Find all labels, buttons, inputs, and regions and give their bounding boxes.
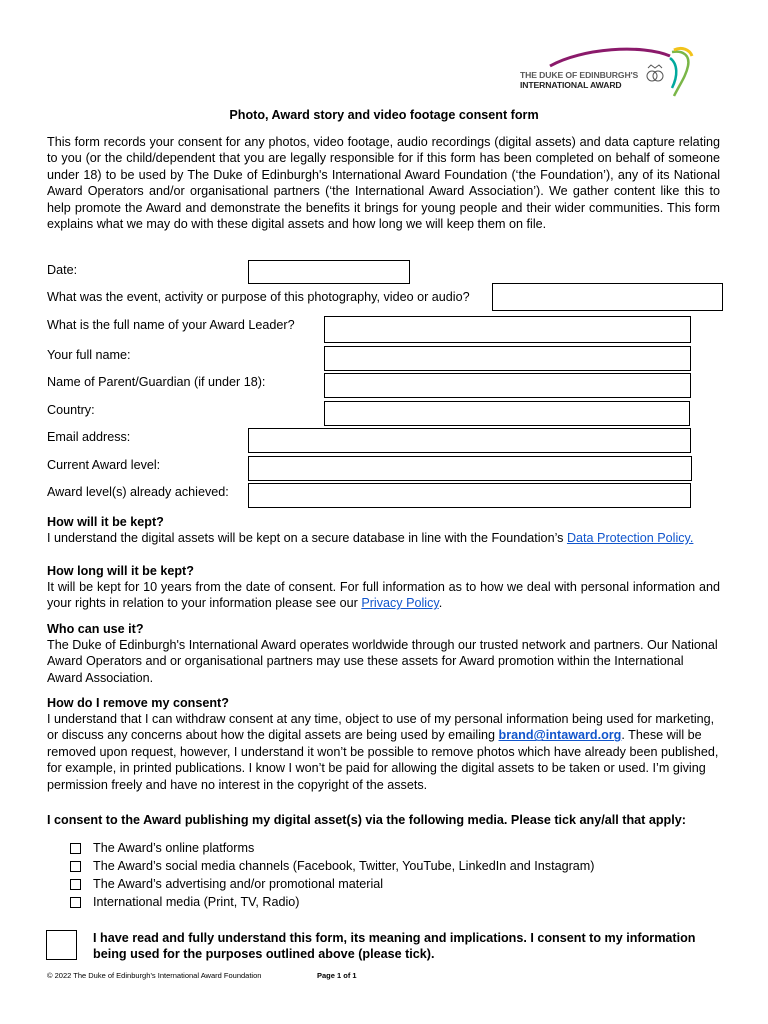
full-name-label: Your full name: [47, 348, 131, 362]
page-title: Photo, Award story and video footage consent form [229, 108, 539, 122]
remove-text-body: I understand that I can withdraw consent at any time, object to use of my personal information being used for marketing, or discuss any concerns about how the digital assets are being used by emailing [47, 712, 715, 743]
country-label: Country: [47, 403, 95, 417]
how-long-heading: How long will it be kept? [47, 564, 194, 578]
brand-email-link[interactable]: brand@intaward.org [498, 728, 622, 743]
date-label: Date: [47, 263, 78, 277]
media-option-label: The Award’s online platforms [93, 841, 255, 855]
achieved-level-label: Award level(s) already achieved: [47, 485, 229, 499]
final-consent-text: I have read and fully understand this form, its meaning and implications. I consent to my information being used for the purposes outlined above (please tick). [93, 931, 696, 962]
parent-field[interactable] [324, 373, 691, 398]
kept-text [47, 530, 737, 546]
date-field[interactable] [248, 260, 410, 284]
crest-icon [647, 65, 663, 81]
footer-copyright: © 2022 The Duke of Edinburgh’s International Award Foundation [47, 971, 262, 980]
how-long-text-end: . [438, 596, 443, 611]
privacy-policy-link[interactable]: Privacy Policy [361, 596, 439, 611]
checkbox-icon[interactable] [70, 861, 81, 872]
remove-text [47, 711, 719, 793]
country-field[interactable] [324, 401, 690, 426]
email-label: Email address: [47, 430, 131, 444]
full-name-field[interactable] [324, 346, 691, 371]
media-option-label: International media (Print, TV, Radio) [93, 895, 300, 909]
how-long-text [47, 579, 720, 612]
achieved-level-field[interactable] [248, 483, 691, 508]
media-option[interactable] [70, 858, 594, 874]
who-text: The Duke of Edinburgh's International Award operates worldwide through our trusted network and partners. Our National Award Operators and or organisational partners may use these assets for Award promotion within the International Award Association. [47, 638, 718, 685]
checkbox-icon[interactable] [70, 843, 81, 854]
data-protection-policy-link[interactable]: Data Protection Policy. [566, 531, 694, 545]
parent-label: Name of Parent/Guardian (if under 18): [47, 375, 266, 389]
remove-heading: How do I remove my consent? [47, 696, 229, 710]
checkbox-icon[interactable] [70, 897, 81, 908]
checkbox-icon[interactable] [70, 879, 81, 890]
event-label: What was the event, activity or purpose of this photography, video or audio? [47, 290, 470, 304]
remove-text-rest: . These will be removed upon request, however, I understand it won’t be possible to remove photos which have already been published, for example, in printed publications. I know I won’t be paid for allowing the digital assets to be taken or used. I’m giving permission freely and have no interest in the copyright of the assets. [47, 728, 719, 792]
current-level-label: Current Award level: [47, 458, 161, 472]
logo-text-line1: THE DUKE OF EDINBURGH'S [520, 70, 639, 80]
media-option-label: The Award’s social media channels (Facebook, Twitter, YouTube, LinkedIn and Instagram) [93, 859, 595, 873]
consent-heading: I consent to the Award publishing my digital asset(s) via the following media. Please tick any/all that apply: [47, 813, 686, 827]
final-consent-checkbox[interactable] [46, 930, 77, 960]
who-heading: Who can use it? [47, 622, 144, 636]
media-option[interactable] [70, 840, 254, 856]
intro-paragraph: This form records your consent for any photos, video footage, audio recordings (digital assets) and data capture relating to you (or the child/dependent that you are legally responsible for if this form has been completed on behalf of someone under 18) to be used by The Duke of Edinburgh's International Award Foundation (‘the Foundation’), any of its National Award Operators and/or organisational partners (‘the International Award Association’). We gather content like this to help promote the Award and demonstrate the benefits it brings for young people and their wider communities. This form explains what we may do with these digital assets and how long we will keep them on file. [47, 135, 720, 232]
kept-text-body: I understand the digital assets will be kept on a secure database in line with the Foundation’s [47, 531, 567, 545]
email-field[interactable] [248, 428, 691, 453]
media-option-label: The Award’s advertising and/or promotional material [93, 877, 384, 891]
leader-field[interactable] [324, 316, 691, 343]
award-logo [512, 44, 702, 102]
footer-page-number: Page 1 of 1 [317, 971, 357, 980]
leader-label: What is the full name of your Award Leader? [47, 318, 295, 332]
media-option[interactable] [70, 894, 300, 910]
kept-heading: How will it be kept? [47, 515, 164, 529]
current-level-field[interactable] [248, 456, 692, 481]
logo-text-line2: INTERNATIONAL AWARD [520, 80, 622, 90]
media-option[interactable] [70, 876, 383, 892]
how-long-text-body: It will be kept for 10 years from the date of consent. For full information as to how we deal with personal information and your rights in relation to your information please see our [47, 580, 720, 611]
event-field[interactable] [492, 283, 723, 311]
